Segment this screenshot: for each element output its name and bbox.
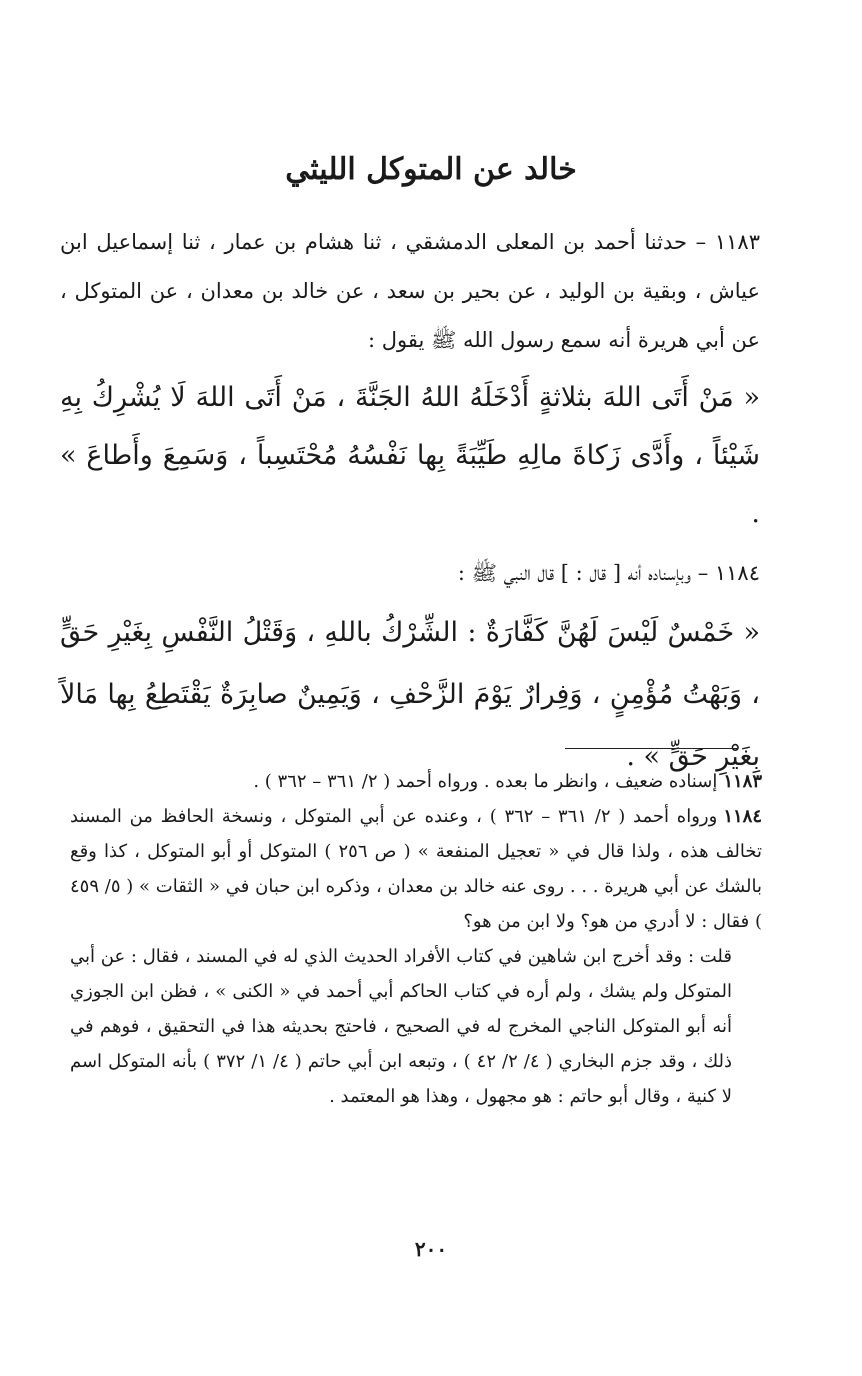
footnote-1183 — [70, 764, 762, 799]
hadith-1184-isnad: ١١٨٤ – وبإسناده أنه [ قال : ] قال النبي ﷺ : — [457, 561, 760, 585]
footnote-1184-continuation: قلت : وقد أخرج ابن شاهين في كتاب الأفراد الحديث الذي له في المسند ، فقال : عن أبي المتوكل ولم يشك ، ولم أره في كتاب الحاكم أبي أحمد في « الكنى » ، فظن ابن الجوزي أنه أبو المتوكل الناجي المخرج له في الصحيح ، فاحتج بحديثه هذا في التحقيق ، فوهم في ذلك ، وقد جزم البخاري ( ٤/ ٢/ ٤٢ ) ، وتبعه ابن أبي حاتم ( ٤/ ١/ ٣٧٢ ) بأنه المتوكل اسم لا كنية ، وقال أبو حاتم : هو مجهول ، وهذا هو المعتمد . — [70, 946, 732, 1107]
footnote-text: إسناده ضعيف ، وانظر ما بعده . ورواه أحمد ( ٢/ ٣٦١ – ٣٦٢ ) . — [253, 771, 718, 792]
chapter-title: خالد عن المتوكل الليثي — [285, 152, 577, 187]
footnote-text: ورواه أحمد ( ٢/ ٣٦١ – ٣٦٢ ) ، وعنده عن أبي المتوكل ، ونسخة الحافظ من المسند تخالف هذه ، ولذا قال في « تعجيل المنفعة » ( ص ٢٥٦ ) المتوكل أو أبو المتوكل ، كذا وقع بالشك عن أبي هريرة . . . روى عنه خالد بن معدان ، وذكره ابن حبان في « الثقات » ( ٥/ ٤٥٩ ) فقال : لا أدري من هو؟ ولا ابن من هو؟ — [70, 806, 762, 932]
page-number: ٢٠٠ — [414, 1237, 448, 1261]
footnote-divider — [565, 748, 737, 749]
hadith-1183-matn: « مَنْ أَتَى اللهَ بثلاثةٍ أَدْخَلَهُ اللهُ الجَنَّةَ ، مَنْ أَتَى اللهَ لَا يُشْرِكُ بِهِ شَيْئاً ، وأَدَّى زَكاةَ مالِهِ طَيِّبَةً بِها نَفْسُهُ مُحْتَسِباً ، وَسَمِعَ وأَطاعَ » . — [60, 382, 760, 529]
footnote-number: ١١٨٤ — [723, 806, 762, 827]
footnote-number: ١١٨٣ — [723, 771, 762, 792]
footnote-1184 — [70, 799, 762, 939]
hadith-1184-matn: « خَمْسٌ لَيْسَ لَهُنَّ كَفَّارَةٌ : الشِّرْكُ باللهِ ، وَقَتْلُ النَّفْسِ بِغَيْرِ حَقٍّ ، وَبَهْتُ مُؤْمِنٍ ، وَفِرارٌ يَوْمَ الزَّحْفِ ، وَيَمِينٌ صابِرَةٌ يَقْتَطِعُ بِها مَالاً بِغَيْرِ حَقٍّ » . — [60, 617, 760, 772]
main-text — [60, 218, 760, 788]
footnotes — [70, 764, 762, 1114]
hadith-1183-isnad: ١١٨٣ – حدثنا أحمد بن المعلى الدمشقي ، ثنا هشام بن عمار ، ثنا إسماعيل ابن عياش ، وبقية بن الوليد ، عن بحير بن سعد ، عن خالد بن معدان ، عن المتوكل ، عن أبي هريرة أنه سمع رسول الله ﷺ يقول : — [60, 230, 760, 352]
